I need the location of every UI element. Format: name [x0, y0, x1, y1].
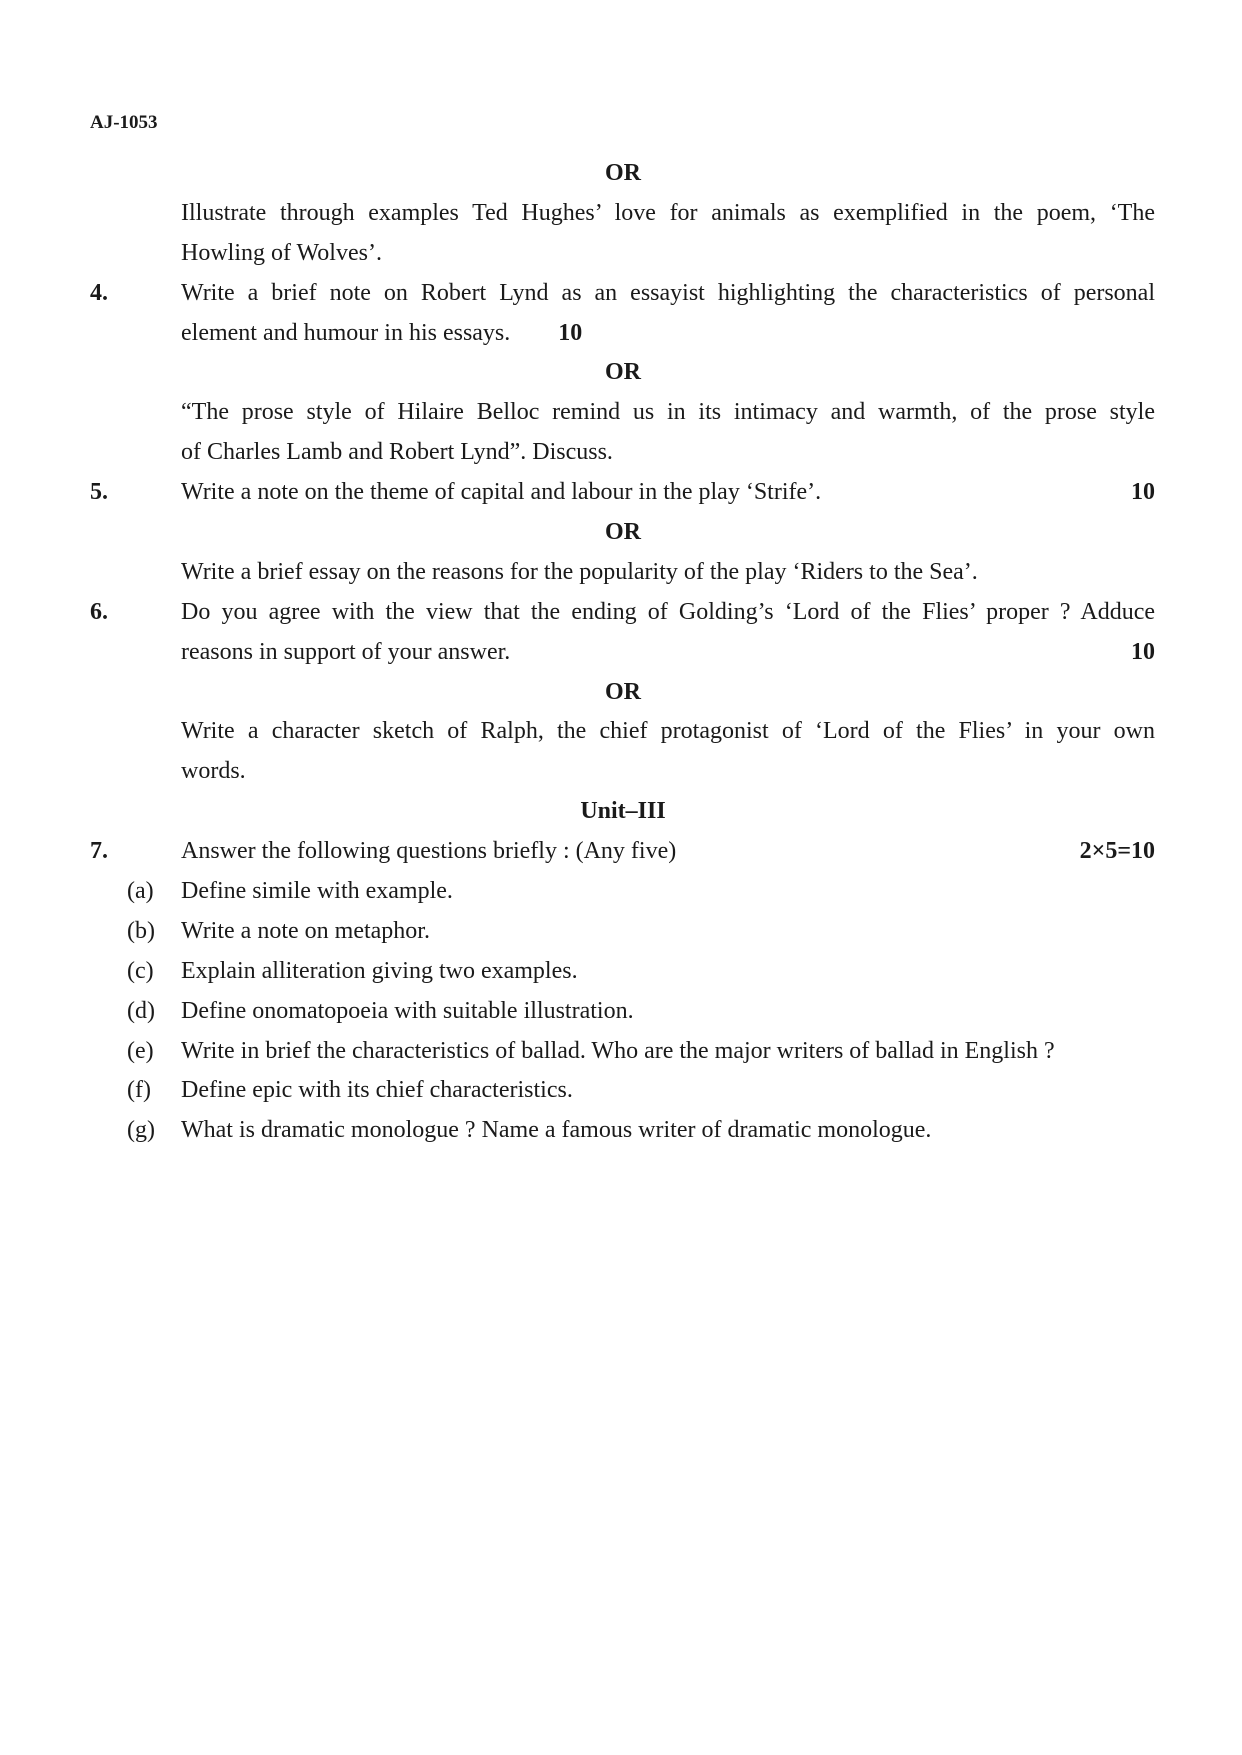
sub-question-text: Explain alliteration giving two examples. [181, 957, 578, 984]
q5-alt-text: Write a brief essay on the reasons for the popularity of the play ‘Riders to the Sea’. [181, 558, 978, 585]
sub-question-text: Define onomatopoeia with suitable illustration. [181, 997, 634, 1024]
unit-heading: Unit–III [580, 798, 666, 825]
sub-question [0, 992, 1242, 1032]
q6-marks: 10 [1131, 638, 1155, 665]
q4-number: 4. [90, 279, 108, 306]
sub-question-text: Define simile with example. [181, 878, 453, 905]
or-divider: OR [605, 359, 641, 386]
q4-marks: 10 [558, 319, 583, 346]
q5-number: 5. [90, 479, 108, 506]
sub-question [0, 1032, 1242, 1072]
sub-question [0, 952, 1242, 992]
q6-line-1: Do you agree with the view that the ending of Golding’s ‘Lord of the Flies’ proper ? Adduce [181, 598, 1155, 625]
q4-line-2: element and humour in his essays. [181, 319, 511, 346]
q7-number: 7. [90, 838, 108, 865]
sub-question-text: Write in brief the characteristics of ballad. Who are the major writers of ballad in English ? [181, 1037, 1055, 1064]
q6-alt-line-2: words. [181, 758, 246, 785]
q6-alt-line-1: Write a character sketch of Ralph, the chief protagonist of ‘Lord of the Flies’ in your own [181, 718, 1155, 745]
sub-question [0, 912, 1242, 952]
or-divider: OR [605, 519, 641, 546]
q4-alt-line-2: of Charles Lamb and Robert Lynd”. Discuss. [181, 439, 613, 466]
sub-question-label: (c) [127, 957, 154, 984]
q6-line-2: reasons in support of your answer. [181, 638, 511, 665]
sub-question-label: (b) [127, 917, 155, 944]
sub-question-label: (d) [127, 997, 155, 1024]
sub-question-text: Write a note on metaphor. [181, 917, 430, 944]
q4-line-1: Write a brief note on Robert Lynd as an essayist highlighting the characteristics of personal [181, 279, 1155, 306]
sub-question-text: Define epic with its chief characteristics. [181, 1077, 573, 1104]
q3-alt-line-1: Illustrate through examples Ted Hughes’ love for animals as exemplified in the poem, ‘The [181, 199, 1155, 226]
paper-code: AJ-1053 [90, 112, 158, 133]
or-divider: OR [605, 160, 641, 186]
sub-question-label: (f) [127, 1077, 151, 1104]
sub-question-label: (a) [127, 878, 154, 905]
question-paper-body [0, 154, 1242, 1151]
sub-question-label: (e) [127, 1037, 154, 1064]
sub-question [0, 1071, 1242, 1111]
sub-question [0, 1111, 1242, 1151]
q5-text: Write a note on the theme of capital and labour in the play ‘Strife’. [181, 479, 822, 506]
sub-question [0, 872, 1242, 912]
q7-text: Answer the following questions briefly : (Any five) [181, 838, 677, 865]
or-divider: OR [605, 678, 641, 705]
q4-alt-line-1: “The prose style of Hilaire Belloc remind us in its intimacy and warmth, of the prose style [181, 399, 1155, 426]
q7-marks: 2×5=10 [1079, 838, 1155, 865]
sub-question-label: (g) [127, 1117, 155, 1144]
q3-alt-line-2: Howling of Wolves’. [181, 239, 382, 266]
q6-number: 6. [90, 598, 108, 625]
q5-marks: 10 [1131, 479, 1155, 506]
sub-question-text: What is dramatic monologue ? Name a famous writer of dramatic monologue. [181, 1117, 932, 1144]
